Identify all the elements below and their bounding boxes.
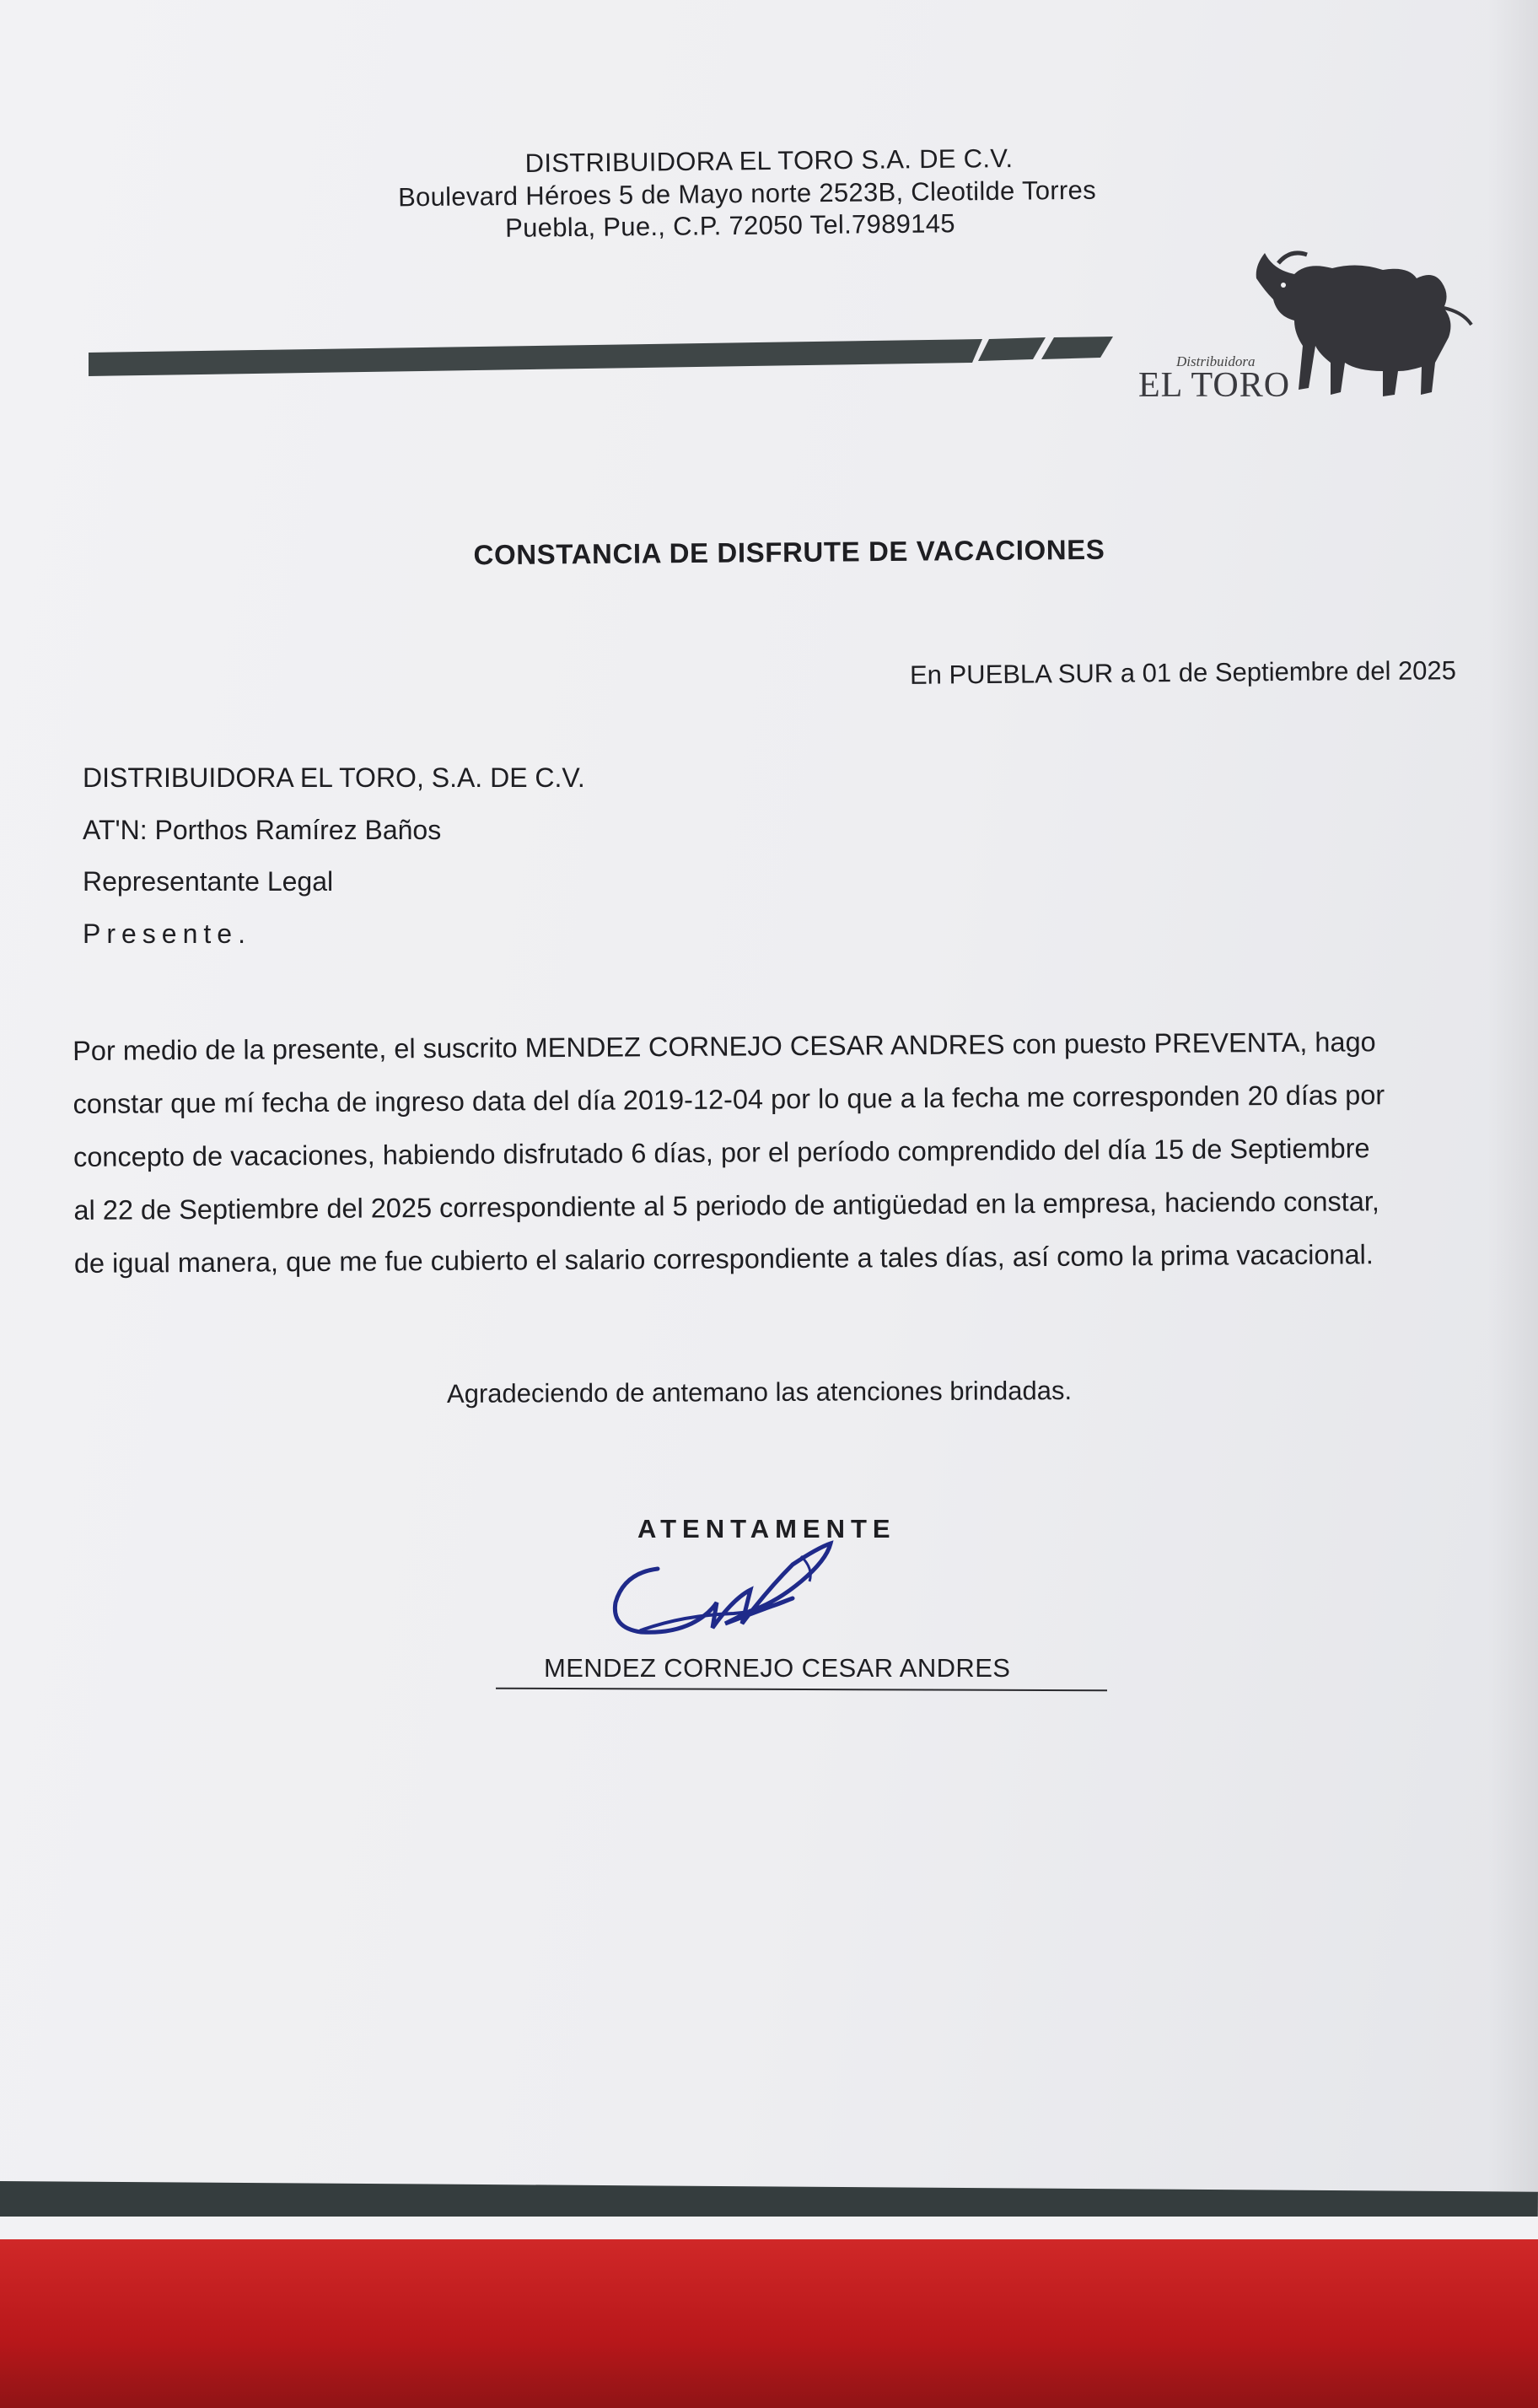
body-line: constar que mí fecha de ingreso data del día 2019-12-04 por lo que a la fecha me corresponden 20 días por (73, 1080, 1385, 1120)
body-line: al 22 de Septiembre del 2025 correspondiente al 5 periodo de antigüedad en la empresa, haciendo constar, (73, 1186, 1380, 1226)
addressee-presente: Presente. (83, 918, 251, 949)
body-line: Por medio de la presente, el suscrito MENDEZ CORNEJO CESAR ANDRES con puesto PREVENTA, hago (73, 1026, 1376, 1067)
footer-gap (0, 2217, 1538, 2242)
document-date-line: En PUEBLA SUR a 01 de Septiembre del 2025 (909, 655, 1457, 690)
addressee-attention: AT'N: Porthos Ramírez Baños (83, 815, 442, 845)
handwritten-signature (590, 1531, 860, 1657)
letterhead-decorative-band (89, 321, 1185, 396)
footer-red-band (0, 2239, 1538, 2408)
addressee-company: DISTRIBUIDORA EL TORO, S.A. DE C.V. (83, 762, 585, 793)
letterhead-address-line-1: Boulevard Héroes 5 de Mayo norte 2523B, Cleotilde Torres (397, 175, 1097, 213)
document-title: CONSTANCIA DE DISFRUTE DE VACACIONES (473, 533, 1105, 571)
body-line: de igual manera, que me fue cubierto el salario correspondiente a tales días, así como la prima vacacional. (73, 1239, 1374, 1279)
signature-line (496, 1688, 1107, 1692)
logo-distribuidora-text: Distribuidora (1176, 353, 1256, 369)
page-edge-shadow (1487, 0, 1538, 2193)
addressee-role: Representante Legal (83, 866, 334, 897)
body-line: concepto de vacaciones, habiendo disfrutado 6 días, por el período comprendido del día 15 de Septiembre (73, 1133, 1370, 1172)
closing-thanks: Agradeciendo de antemano las atenciones brindadas. (446, 1376, 1073, 1409)
letterhead-company-name: DISTRIBUIDORA EL TORO S.A. DE C.V. (524, 143, 1014, 179)
body-paragraph (73, 1026, 1523, 1279)
letterhead-address-line-2: Puebla, Pue., C.P. 72050 Tel.7989145 (504, 208, 955, 243)
logo-brand-name: EL TORO (1138, 366, 1291, 405)
closing-sincerely: ATENTAMENTE (637, 1514, 896, 1543)
signer-name: MENDEZ CORNEJO CESAR ANDRES (544, 1653, 1011, 1683)
